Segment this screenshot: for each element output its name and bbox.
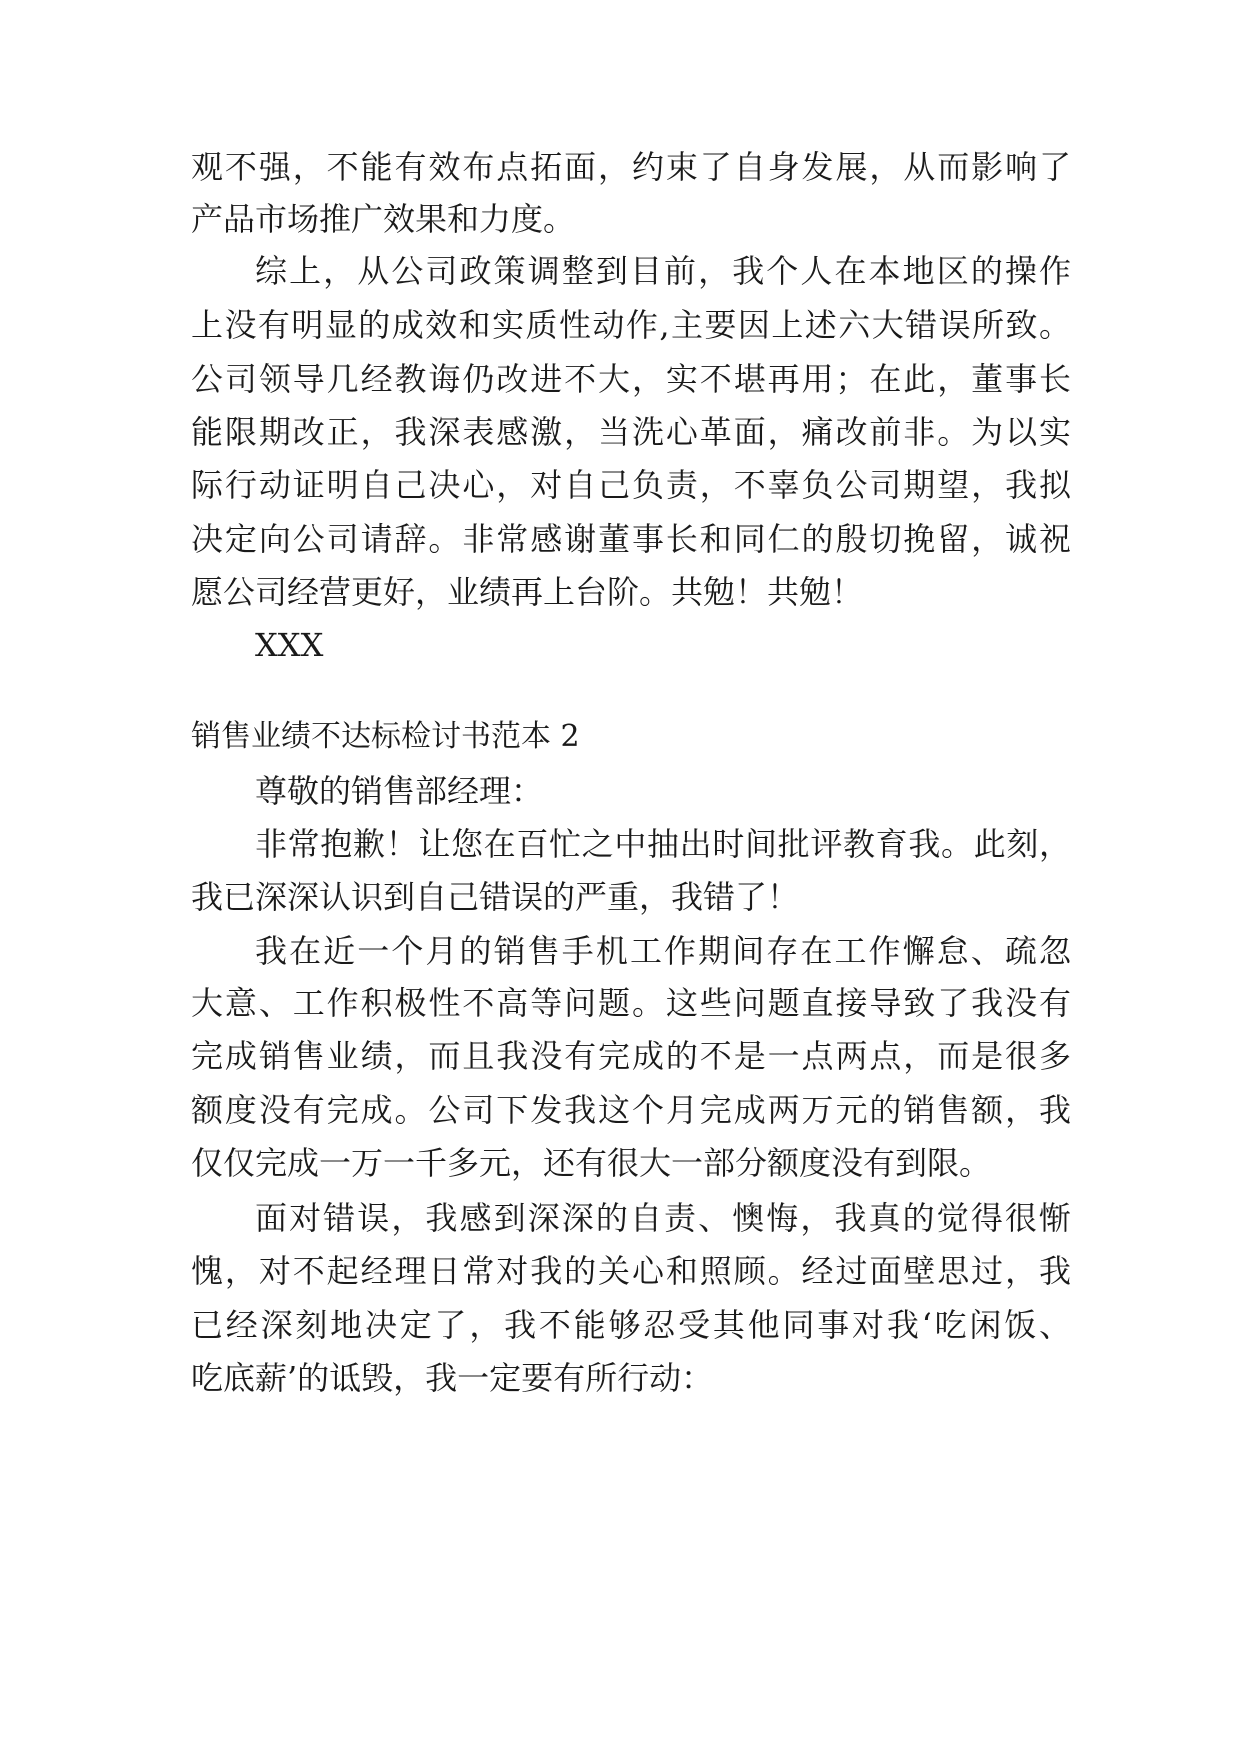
paragraph-line: 仅仅完成一万一千多元，还有很大一部分额度没有到限。 bbox=[191, 1144, 992, 1182]
paragraph-line: 吃底薪’的诋毁，我一定要有所行动： bbox=[191, 1359, 714, 1397]
paragraph-line: 能限期改正，我深表感激，当洗心革面，痛改前非。为以实 bbox=[191, 413, 1071, 451]
paragraph-line: 我已深深认识到自己错误的严重，我错了！ bbox=[191, 878, 800, 916]
paragraph-line: 愿公司经营更好，业绩再上台阶。共勉！共勉！ bbox=[191, 573, 864, 611]
signature: XXX bbox=[255, 626, 324, 664]
paragraph-line: 额度没有完成。公司下发我这个月完成两万元的销售额，我 bbox=[191, 1091, 1071, 1129]
paragraph-line: 愧，对不起经理日常对我的关心和照顾。经过面壁思过，我 bbox=[191, 1252, 1071, 1290]
paragraph-line: 面对错误，我感到深深的自责、懊悔，我真的觉得很惭 bbox=[255, 1199, 1071, 1237]
paragraph-line: 公司领导几经教诲仍改进不大，实不堪再用；在此，董事长 bbox=[191, 360, 1071, 398]
paragraph-line: 上没有明显的成效和实质性动作,主要因上述六大错误所致。 bbox=[191, 306, 1071, 344]
paragraph-line: 大意、工作积极性不高等问题。这些问题直接导致了我没有 bbox=[191, 984, 1071, 1022]
paragraph-line: 际行动证明自己决心，对自己负责，不辜负公司期望，我拟 bbox=[191, 466, 1071, 504]
paragraph-line: 完成销售业绩，而且我没有完成的不是一点两点，而是很多 bbox=[191, 1037, 1071, 1075]
paragraph-line: 综上，从公司政策调整到目前，我个人在本地区的操作 bbox=[255, 252, 1071, 290]
paragraph-line: 观不强，不能有效布点拓面，约束了自身发展，从而影响了 bbox=[191, 148, 1071, 186]
section-title: 销售业绩不达标检讨书范本 2 bbox=[191, 719, 580, 754]
paragraph-line: 决定向公司请辞。非常感谢董事长和同仁的殷切挽留，诚祝 bbox=[191, 520, 1071, 558]
paragraph-line: 产品市场推广效果和力度。 bbox=[191, 200, 576, 238]
paragraph-line: 我在近一个月的销售手机工作期间存在工作懈怠、疏忽 bbox=[255, 932, 1071, 970]
paragraph-line: 非常抱歉！让您在百忙之中抽出时间批评教育我。此刻， bbox=[255, 825, 1071, 863]
paragraph-line: 已经深刻地决定了，我不能够忍受其他同事对我‘吃闲饭、 bbox=[191, 1306, 1071, 1344]
greeting: 尊敬的销售部经理： bbox=[255, 772, 544, 810]
